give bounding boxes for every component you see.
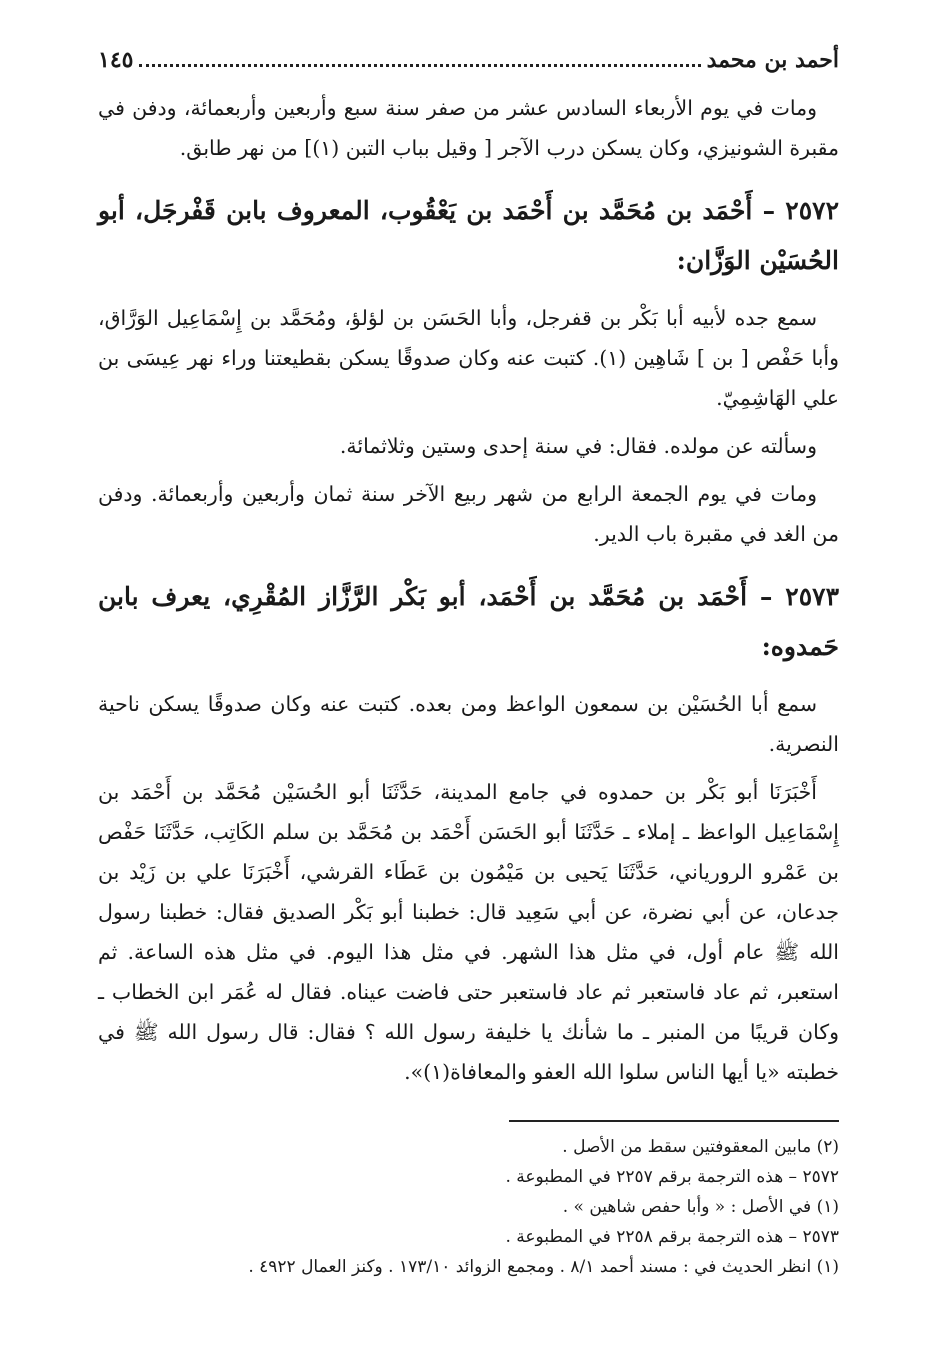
entry-heading-2573: ٢٥٧٣ – أَحْمَد بن مُحَمَّد بن أَحْمَد، أبو بَكْر الرَّزَّاز المُقْرِي، يعرف بابن حَمدوه: [98, 582, 839, 661]
page-body [98, 88, 839, 1092]
dotted-leader [139, 54, 700, 67]
footnote-separator [98, 1120, 839, 1122]
entry-2573-paragraph: أَخْبَرَنَا أبو بَكْر بن حمدوه في جامع المدينة، حَدَّثَنَا أبو الحُسَيْن مُحَمَّد بن أَحْمَد بن إِسْمَاعِيل الواعظ ـ إملاء ـ حَدَّثَنَا أبو الحَسَن أَحْمَد بن مُحَمَّد بن سلم الكَاتِب، حَدَّثَنَا حَفْص بن عَمْرو الرورياني، حَدَّثَنَا يَحيى بن مَيْمُون بن عَطَاء القرشي، أَخْبَرَنَا علي بن زَيْد بن جدعان، عن أبي نضرة، عن أبي سَعِيد قال: خطبنا أبو بَكْر الصديق فقال: خطبنا رسول الله ﷺ عام أول، في مثل هذا الشهر. في مثل هذا اليوم. في مثل هذه الساعة. ثم استعبر، ثم عاد فاستعبر ثم عاد فاستعبر حتى فاضت عيناه. فقال له عُمَر ابن الخطاب ـ وكان قريبًا من المنبر ـ ما شأنك يا خليفة رسول الله ؟ فقال: قال رسول الله ﷺ في خطبته «يا أيها الناس سلوا الله العفو والمعافاة(١)». [98, 780, 839, 1084]
footnote: (١) في الأصل : « وأبا حفص شاهين » . [562, 1197, 839, 1217]
footnote: (١) انظر الحديث في : مسند أحمد ٨/١ . ومجمع الزوائد ١٧٣/١٠ . وكنز العمال ٤٩٢٢ . [248, 1257, 839, 1277]
footnotes [98, 1132, 839, 1282]
footnote: ٢٥٧٣ – هذه الترجمة برقم ٢٢٥٨ في المطبوعة . [505, 1227, 839, 1247]
intro-paragraph: ومات في يوم الأربعاء السادس عشر من صفر سنة سبع وأربعين وأربعمائة، ودفن في مقبرة الشونيزي، وكان يسكن درب الآجر [ وقيل بباب التبن (١)] من نهر طابق. [98, 96, 839, 160]
entry-2572-paragraph: وسألته عن مولده. فقال: في سنة إحدى وستين وثلاثمائة. [339, 434, 817, 458]
footnote: ٢٥٧٢ – هذه الترجمة برقم ٢٢٥٧ في المطبوعة . [505, 1167, 839, 1187]
footnote-rule [509, 1120, 839, 1122]
entry-2572-paragraph: ومات في يوم الجمعة الرابع من شهر ربيع الآخر سنة ثمان وأربعين وأربعمائة. ودفن من الغد في مقبرة باب الدير. [98, 482, 839, 546]
entry-heading-2572: ٢٥٧٢ – أَحْمَد بن مُحَمَّد بن أَحْمَد بن يَعْقُوب، المعروف بابن قَفْرجَل، أبو الحُسَيْن الوَزَّان: [98, 196, 839, 275]
page-number: ١٤٥ [98, 47, 134, 73]
running-header [98, 38, 839, 82]
entry-2572-paragraph: سمع جده لأبيه أبا بَكْر بن قفرجل، وأبا الحَسَن بن لؤلؤ، ومُحَمَّد بن إِسْمَاعِيل الوَرَّاق، وأبا حَفْص [ بن ] شَاهِين (١). كتبت عنه وكان صدوقًا يسكن بقطيعتنا وراء نهر عِيسَى بن علي الهَاشِمِيّ. [98, 306, 839, 410]
footnote: (٢) مابين المعقوفتين سقط من الأصل . [562, 1137, 839, 1157]
running-title: أحمد بن محمد [706, 47, 839, 73]
entry-2573-paragraph: سمع أبا الحُسَيْن بن سمعون الواعظ ومن بعده. كتبت عنه وكان صدوقًا يسكن ناحية النصرية. [98, 692, 839, 756]
